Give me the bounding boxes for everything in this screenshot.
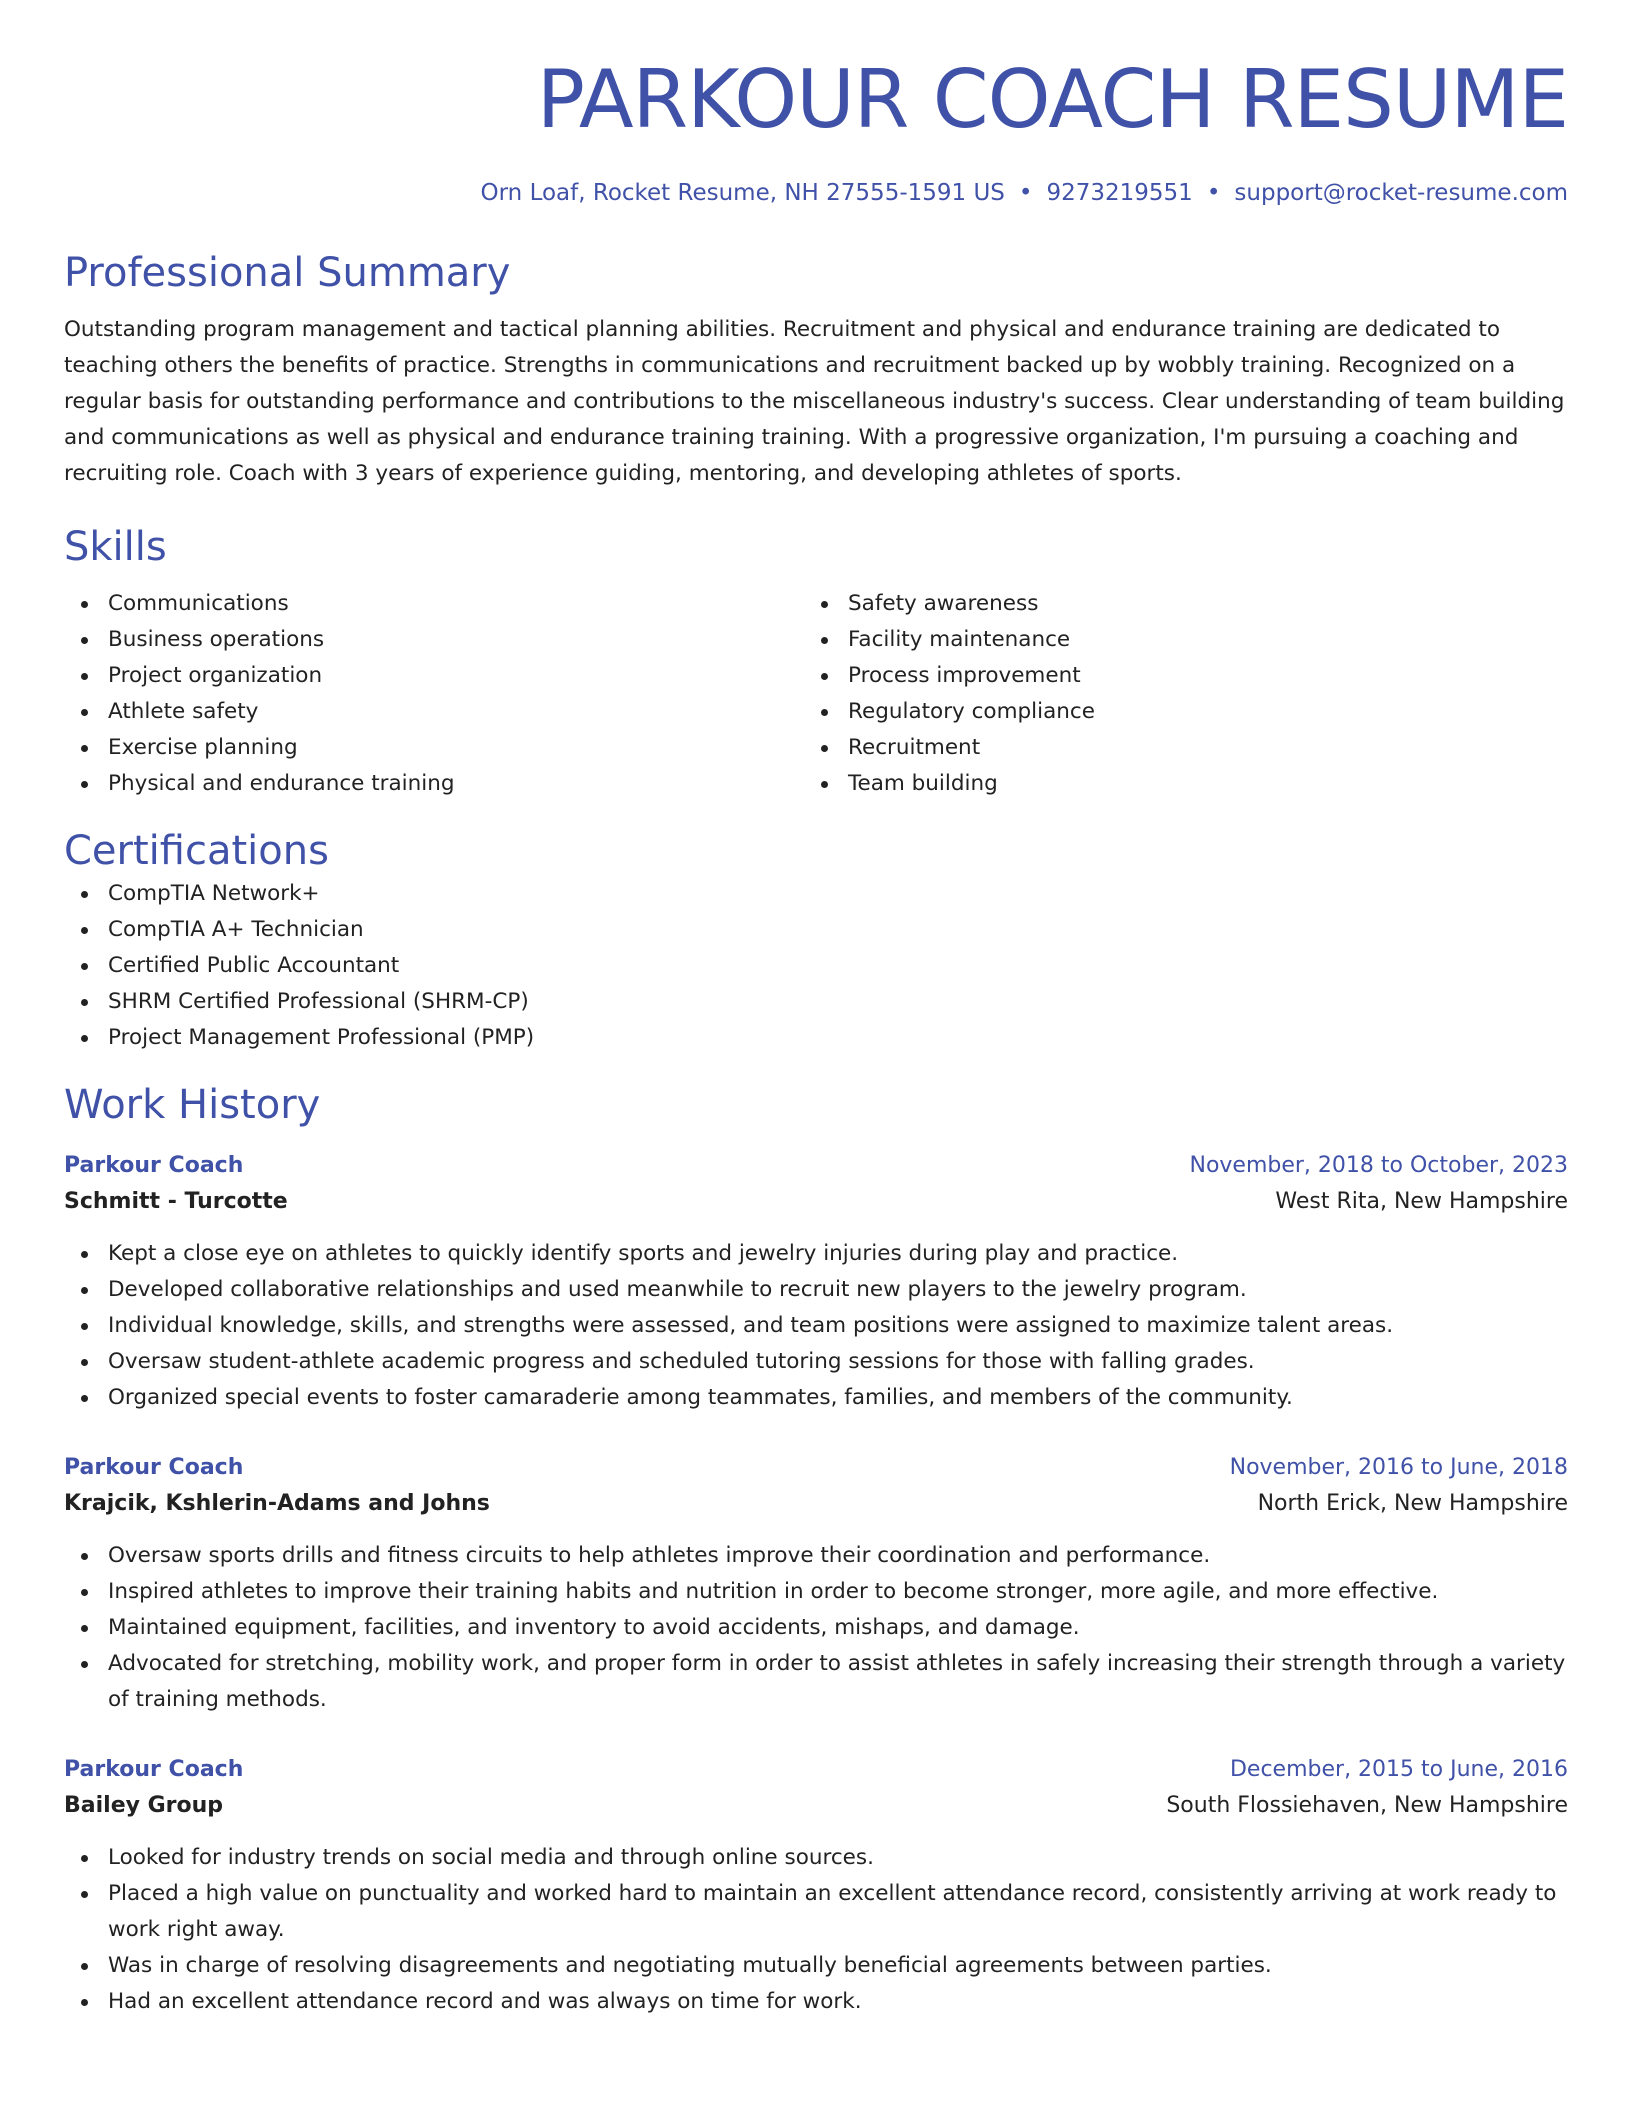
job-dates: November, 2018 to October, 2023 (1189, 1153, 1568, 1178)
skill-item: Safety awareness (804, 586, 1544, 622)
contact-email: support@rocket-resume.com (1234, 180, 1568, 206)
job-duties (64, 1236, 1568, 1416)
job-duty-item: Was in charge of resolving disagreements and negotiating mutually beneficial agreements between parties. (64, 1948, 1568, 1984)
job-duties (64, 1840, 1568, 2020)
job-duty-item: Organized special events to foster camaraderie among teammates, families, and members of the community. (64, 1380, 1568, 1416)
job-duty-item: Maintained equipment, facilities, and inventory to avoid accidents, mishaps, and damage. (64, 1610, 1568, 1646)
job-duty-item: Oversaw student-athlete academic progress and scheduled tutoring sessions for those with falling grades. (64, 1344, 1568, 1380)
job-title: Parkour Coach (64, 1455, 244, 1480)
skill-item: Exercise planning (64, 730, 804, 766)
contact-address: Orn Loaf, Rocket Resume, NH 27555-1591 US (480, 180, 1005, 206)
job-duty-item: Oversaw sports drills and fitness circuits to help athletes improve their coordination and performance. (64, 1538, 1568, 1574)
job-company: Schmitt - Turcotte (64, 1189, 288, 1214)
contact-phone: 9273219551 (1046, 180, 1193, 206)
contact-separator: • (1018, 180, 1033, 206)
job-location: West Rita, New Hampshire (1275, 1189, 1568, 1214)
skill-item: Business operations (64, 622, 804, 658)
resume-header (64, 52, 1568, 208)
job-duty-item: Inspired athletes to improve their training habits and nutrition in order to become stronger, more agile, and more effective. (64, 1574, 1568, 1610)
job-title: Parkour Coach (64, 1153, 244, 1178)
job-duty-item: Had an excellent attendance record and was always on time for work. (64, 1984, 1568, 2020)
work-history-heading: Work History (64, 1082, 321, 1128)
skills-heading: Skills (64, 524, 167, 570)
certification-item: SHRM Certified Professional (SHRM-CP) (64, 984, 1568, 1020)
job-duties (64, 1538, 1568, 1718)
job-duty-item: Placed a high value on punctuality and worked hard to maintain an excellent attendance record, consistently arriving at work ready to work right away. (64, 1876, 1568, 1948)
job-duty-item: Developed collaborative relationships and used meanwhile to recruit new players to the jewelry program. (64, 1272, 1568, 1308)
job-entry (64, 1450, 1568, 1718)
job-duty-item: Kept a close eye on athletes to quickly identify sports and jewelry injuries during play and practice. (64, 1236, 1568, 1272)
job-location: North Erick, New Hampshire (1257, 1491, 1568, 1516)
skills-list (64, 586, 1568, 802)
skill-item: Regulatory compliance (804, 694, 1544, 730)
job-duty-item: Advocated for stretching, mobility work, and proper form in order to assist athletes in safely increasing their strength through a variety of training methods. (64, 1646, 1568, 1718)
job-duty-item: Looked for industry trends on social media and through online sources. (64, 1840, 1568, 1876)
job-company: Krajcik, Kshlerin-Adams and Johns (64, 1491, 490, 1516)
skill-item: Process improvement (804, 658, 1544, 694)
job-entry (64, 1752, 1568, 2020)
skill-item: Physical and endurance training (64, 766, 804, 802)
skill-item: Communications (64, 586, 804, 622)
job-title: Parkour Coach (64, 1757, 244, 1782)
certifications-list (64, 876, 1568, 1056)
certification-item: Certified Public Accountant (64, 948, 1568, 984)
job-dates: November, 2016 to June, 2018 (1229, 1455, 1568, 1480)
job-employer-row (64, 1788, 1568, 1824)
job-header-row (64, 1752, 1568, 1788)
skills-column-right (804, 586, 1544, 802)
summary-heading: Professional Summary (64, 250, 511, 296)
job-dates: December, 2015 to June, 2016 (1229, 1757, 1568, 1782)
resume-title: PARKOUR COACH RESUME (536, 53, 1568, 146)
job-employer-row (64, 1486, 1568, 1522)
skill-item: Athlete safety (64, 694, 804, 730)
skills-column-left (64, 586, 804, 802)
certification-item: Project Management Professional (PMP) (64, 1020, 1568, 1056)
certification-item: CompTIA Network+ (64, 876, 1568, 912)
job-location: South Flossiehaven, New Hampshire (1166, 1793, 1568, 1818)
job-header-row (64, 1450, 1568, 1486)
summary-text: Outstanding program management and tactical planning abilities. Recruitment and physical and endurance training are dedicated to teaching others the benefits of practice. Strengths in communications and recruitment backed up by wobbly training. Recognized on a regular basis for outstanding performance and contributions to the miscellaneous industry's success. Clear understanding of team building and communications as well as physical and endurance training training. With a progressive organization, I'm pursuing a coaching and recruiting role. Coach with 3 years of experience guiding, mentoring, and developing athletes of sports. (64, 317, 1565, 486)
skill-item: Project organization (64, 658, 804, 694)
job-employer-row (64, 1184, 1568, 1220)
job-company: Bailey Group (64, 1793, 224, 1818)
contact-line (64, 178, 1568, 208)
job-header-row (64, 1148, 1568, 1184)
skill-item: Facility maintenance (804, 622, 1544, 658)
skill-item: Recruitment (804, 730, 1544, 766)
job-entry (64, 1148, 1568, 1416)
certifications-heading: Certifications (64, 828, 329, 874)
certification-item: CompTIA A+ Technician (64, 912, 1568, 948)
job-duty-item: Individual knowledge, skills, and strengths were assessed, and team positions were assigned to maximize talent areas. (64, 1308, 1568, 1344)
contact-separator: • (1206, 180, 1221, 206)
skill-item: Team building (804, 766, 1544, 802)
